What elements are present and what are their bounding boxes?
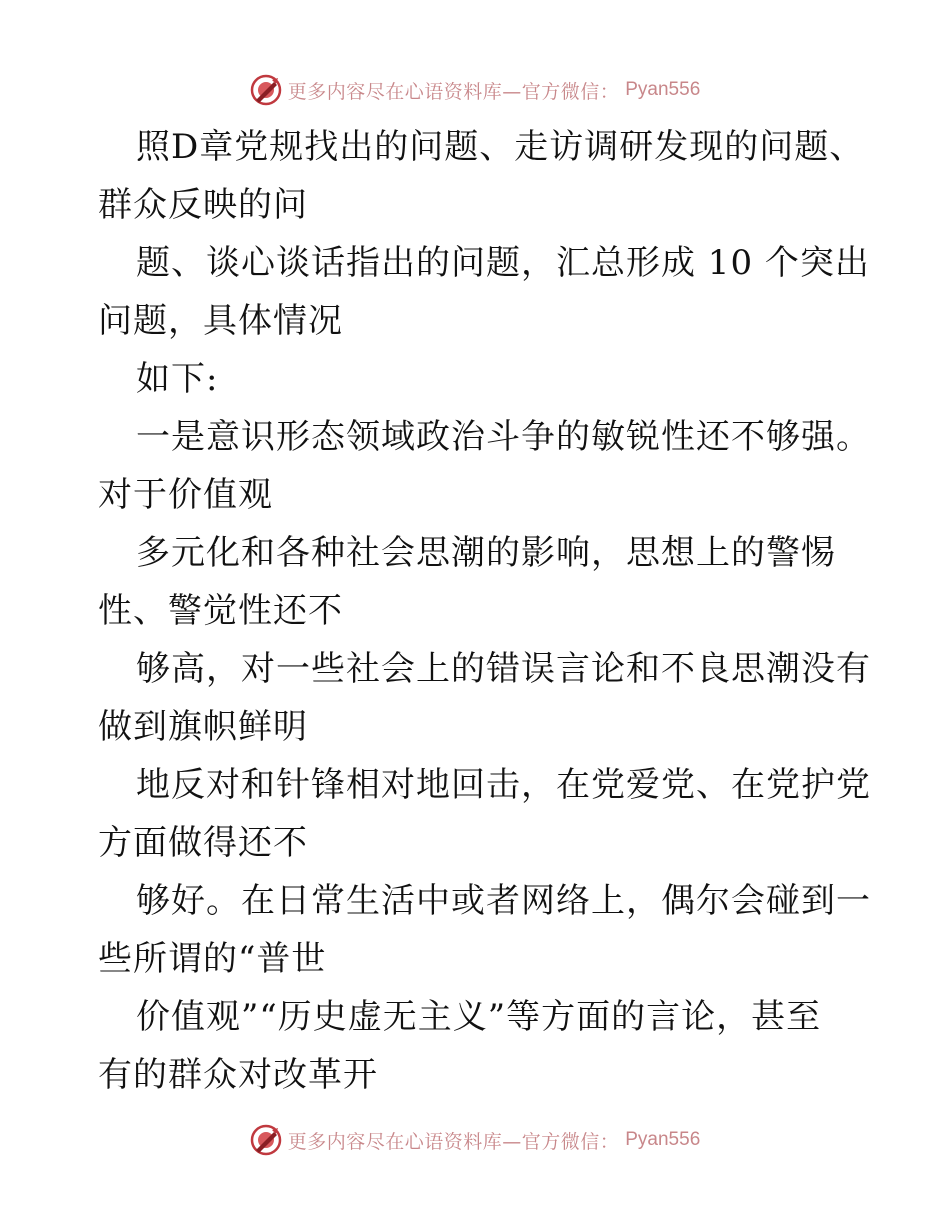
paragraph-continuation: 方面做得还不 (98, 823, 308, 863)
paragraph-first-line: 够高，对一些社会上的错误言论和不良思潮没有 (136, 649, 871, 689)
logo-icon (250, 74, 282, 106)
paragraph (98, 640, 871, 756)
paragraph (98, 872, 871, 988)
paragraph-continuation: 有的群众对改革开 (98, 1055, 378, 1095)
watermark-account: Pyan556 (625, 79, 701, 100)
paragraph-continuation: 对于价值观 (98, 475, 273, 515)
watermark-text: 更多内容尽在心语资料库—官方微信： (287, 80, 620, 103)
watermark-account: Pyan556 (625, 1129, 701, 1150)
paragraph-first-line: 多元化和各种社会思潮的影响，思想上的警惕 (136, 533, 836, 573)
paragraph (98, 350, 858, 408)
paragraph (98, 524, 858, 640)
logo-icon (250, 1124, 282, 1156)
paragraph (98, 408, 871, 524)
document-body (98, 118, 871, 1104)
watermark-header (0, 70, 950, 110)
paragraph-first-line: 一是意识形态领域政治斗争的敏锐性还不够强。 (136, 417, 871, 457)
paragraph-first-line: 够好。在日常生活中或者网络上，偶尔会碰到一 (136, 881, 871, 921)
paragraph (98, 756, 871, 872)
paragraph-continuation: 群众反映的问 (98, 185, 308, 225)
paragraph (98, 988, 858, 1104)
paragraph-continuation: 些所谓的“普世 (98, 939, 327, 979)
paragraph-first-line: 照D章党规找出的问题、走访调研发现的问题、 (136, 127, 865, 167)
paragraph-first-line: 如下: (136, 359, 219, 399)
paragraph-continuation: 问题，具体情况 (98, 301, 343, 341)
paragraph (98, 118, 865, 234)
paragraph-first-line: 价值观”“历史虚无主义”等方面的言论，甚至 (136, 997, 822, 1037)
paragraph-continuation: 做到旗帜鲜明 (98, 707, 308, 747)
paragraph (98, 234, 870, 350)
watermark-footer (0, 1120, 950, 1160)
paragraph-first-line: 地反对和针锋相对地回击，在党爱党、在党护党 (136, 765, 871, 805)
watermark-text: 更多内容尽在心语资料库—官方微信： (287, 1130, 620, 1153)
paragraph-first-line: 题、谈心谈话指出的问题，汇总形成 10 个突出 (136, 243, 870, 283)
paragraph-continuation: 性、警觉性还不 (98, 591, 343, 631)
